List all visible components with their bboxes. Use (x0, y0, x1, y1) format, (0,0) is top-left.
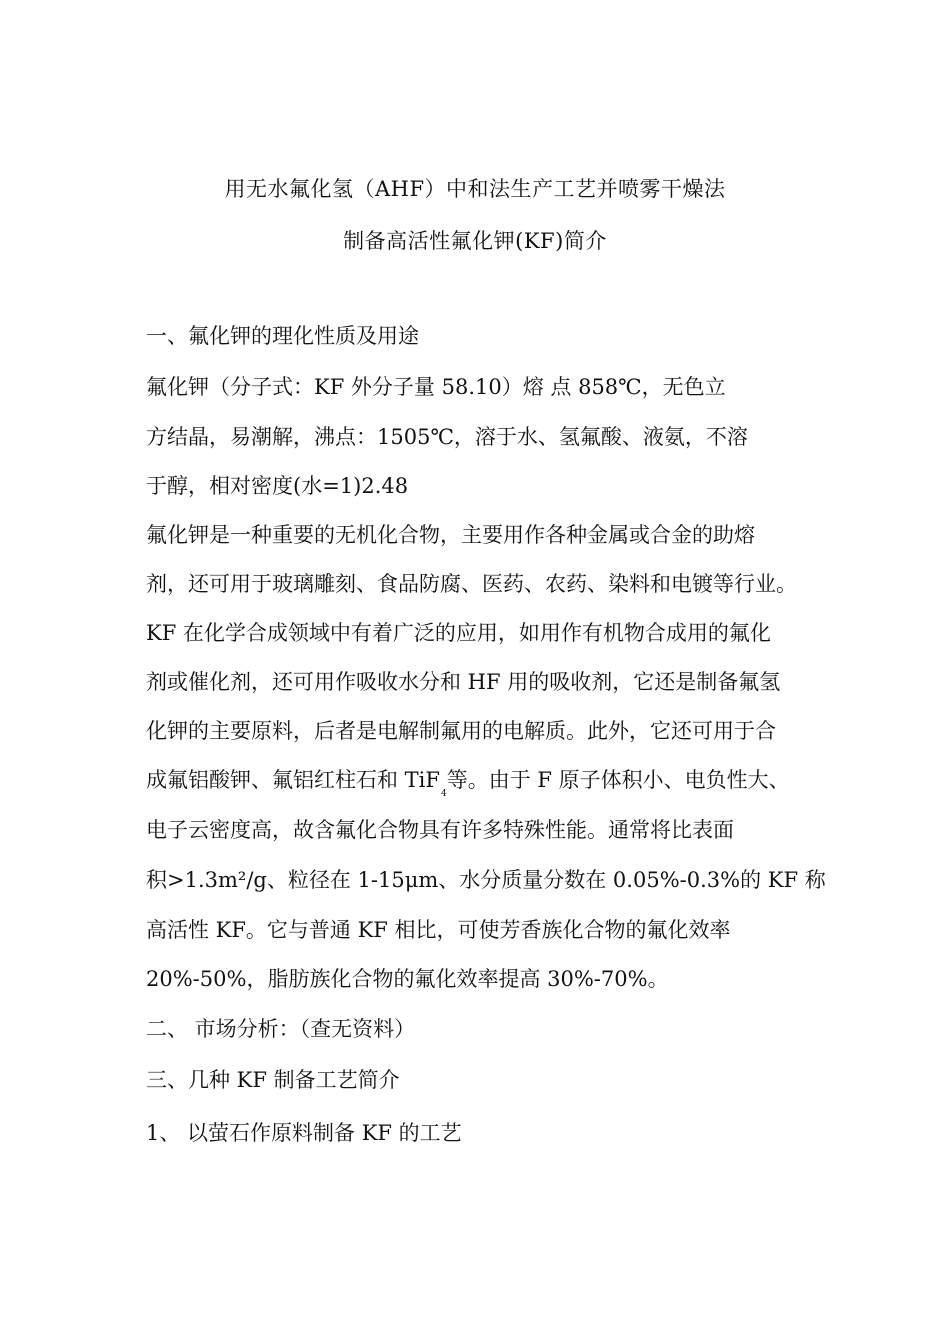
section-heading-market: 二、 市场分析：（查无资料） (146, 1017, 416, 1041)
paragraph-line: 氟化钾（分子式：KF 外分子量 58.10）熔 点 858℃，无色立 (146, 375, 726, 399)
subscript-text: 4 (440, 789, 447, 799)
paragraph-line: 方结晶，易潮解，沸点：1505℃，溶于水、氢氟酸、液氨，不溶 (146, 425, 748, 449)
paragraph-text: 等。由于 F 原子体积小、电负性大、 (446, 768, 790, 792)
paragraph-line: 氟化钾是一种重要的无机化合物，主要用作各种金属或合金的助熔 (146, 523, 755, 547)
list-item-fluorite-process: 1、 以萤石作原料制备 KF 的工艺 (146, 1121, 462, 1145)
paragraph-line: 高活性 KF。它与普通 KF 相比，可使芳香族化合物的氟化效率 (146, 918, 731, 942)
document-title-line-2: 制备高活性氟化钾(KF)简介 (343, 229, 607, 253)
section-heading-processes: 三、几种 KF 制备工艺简介 (146, 1068, 400, 1092)
paragraph-line: 电子云密度高，故含氟化合物具有许多特殊性能。通常将比表面 (146, 818, 734, 842)
paragraph-line-with-subscript (146, 766, 790, 808)
section-heading-properties: 一、氟化钾的理化性质及用途 (146, 324, 419, 348)
paragraph-text: 成氟铝酸钾、氟铝红柱石和 TiF (146, 768, 440, 792)
paragraph-line: 积>1.3m²/g、粒径在 1-15μm、水分质量分数在 0.05%-0.3%的 KF 称 (146, 868, 826, 892)
paragraph-line: 20%-50%，脂肪族化合物的氟化效率提高 30%-70%。 (146, 967, 669, 991)
paragraph-line: 剂或催化剂，还可用作吸收水分和 HF 用的吸收剂，它还是制备氟氢 (146, 670, 781, 694)
paragraph-line: KF 在化学合成领域中有着广泛的应用，如用作有机物合成用的氟化 (146, 621, 771, 645)
paragraph-line: 化钾的主要原料，后者是电解制氟用的电解质。此外，它还可用于合 (146, 719, 776, 743)
document-title-line-1: 用无水氟化氢（AHF）中和法生产工艺并喷雾干燥法 (224, 177, 726, 201)
paragraph-line: 于醇，相对密度(水=1)2.48 (146, 474, 409, 498)
paragraph-line: 剂，还可用于玻璃雕刻、食品防腐、医药、农药、染料和电镀等行业。 (146, 572, 797, 596)
